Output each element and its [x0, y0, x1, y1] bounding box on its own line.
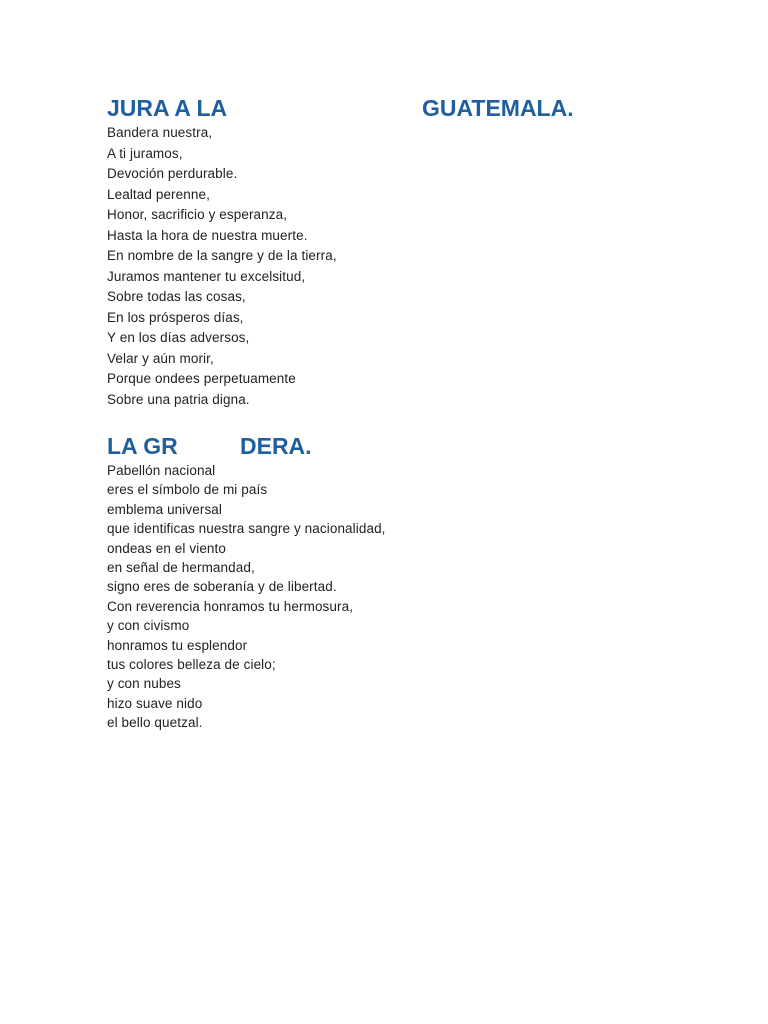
verse-line: tus colores belleza de cielo;	[107, 657, 276, 673]
verse-line: emblema universal	[107, 501, 222, 517]
verse-line: honramos tu esplendor	[107, 637, 248, 653]
poem-section-bandera	[107, 431, 667, 733]
verse-line: y con civismo	[107, 618, 190, 634]
verse-line: Hasta la hora de nuestra muerte.	[107, 227, 308, 243]
verse-line: En los prósperos días,	[107, 309, 244, 325]
verse-line: que identificas nuestra sangre y nacionalidad,	[107, 521, 386, 537]
verse-line: En nombre de la sangre y de la tierra,	[107, 248, 337, 263]
verse-line: hizo suave nido	[107, 695, 203, 711]
poem-section-jura	[107, 93, 667, 410]
verse-line: signo eres de soberanía y de libertad.	[107, 579, 337, 595]
verse-line: Y en los días adversos,	[107, 330, 250, 345]
verse-lines	[107, 461, 667, 733]
verse-line: y con nubes	[107, 676, 181, 692]
verse-line: Velar y aún morir,	[107, 350, 214, 366]
verse-line: A ti juramos,	[107, 145, 183, 161]
verse-line: ondeas en el viento	[107, 540, 226, 556]
section-heading	[107, 93, 667, 123]
verse-line: Sobre todas las cosas,	[107, 289, 246, 304]
verse-line: el bello quetzal.	[107, 715, 203, 731]
verse-line: en señal de hermandad,	[107, 560, 255, 576]
heading-left-text: JURA A LA	[107, 95, 228, 121]
heading-left-text: LA GR	[107, 433, 178, 459]
verse-line: Lealtad perenne,	[107, 186, 210, 202]
verse-line: Pabellón nacional	[107, 463, 216, 478]
verse-line: Porque ondees perpetuamente	[107, 371, 296, 386]
verse-line: eres el símbolo de mi país	[107, 482, 268, 498]
verse-line: Sobre una patria digna.	[107, 391, 250, 407]
heading-right-text: GUATEMALA.	[422, 95, 574, 121]
verse-line: Con reverencia honramos tu hermosura,	[107, 598, 354, 614]
verse-line: Honor, sacrificio y esperanza,	[107, 207, 288, 222]
verse-line: Bandera nuestra,	[107, 125, 213, 140]
verse-line: Devoción perdurable.	[107, 166, 238, 181]
section-heading	[107, 431, 667, 461]
verse-lines	[107, 123, 667, 410]
verse-line: Juramos mantener tu excelsitud,	[107, 268, 306, 284]
heading-right-text: DERA.	[240, 433, 312, 459]
